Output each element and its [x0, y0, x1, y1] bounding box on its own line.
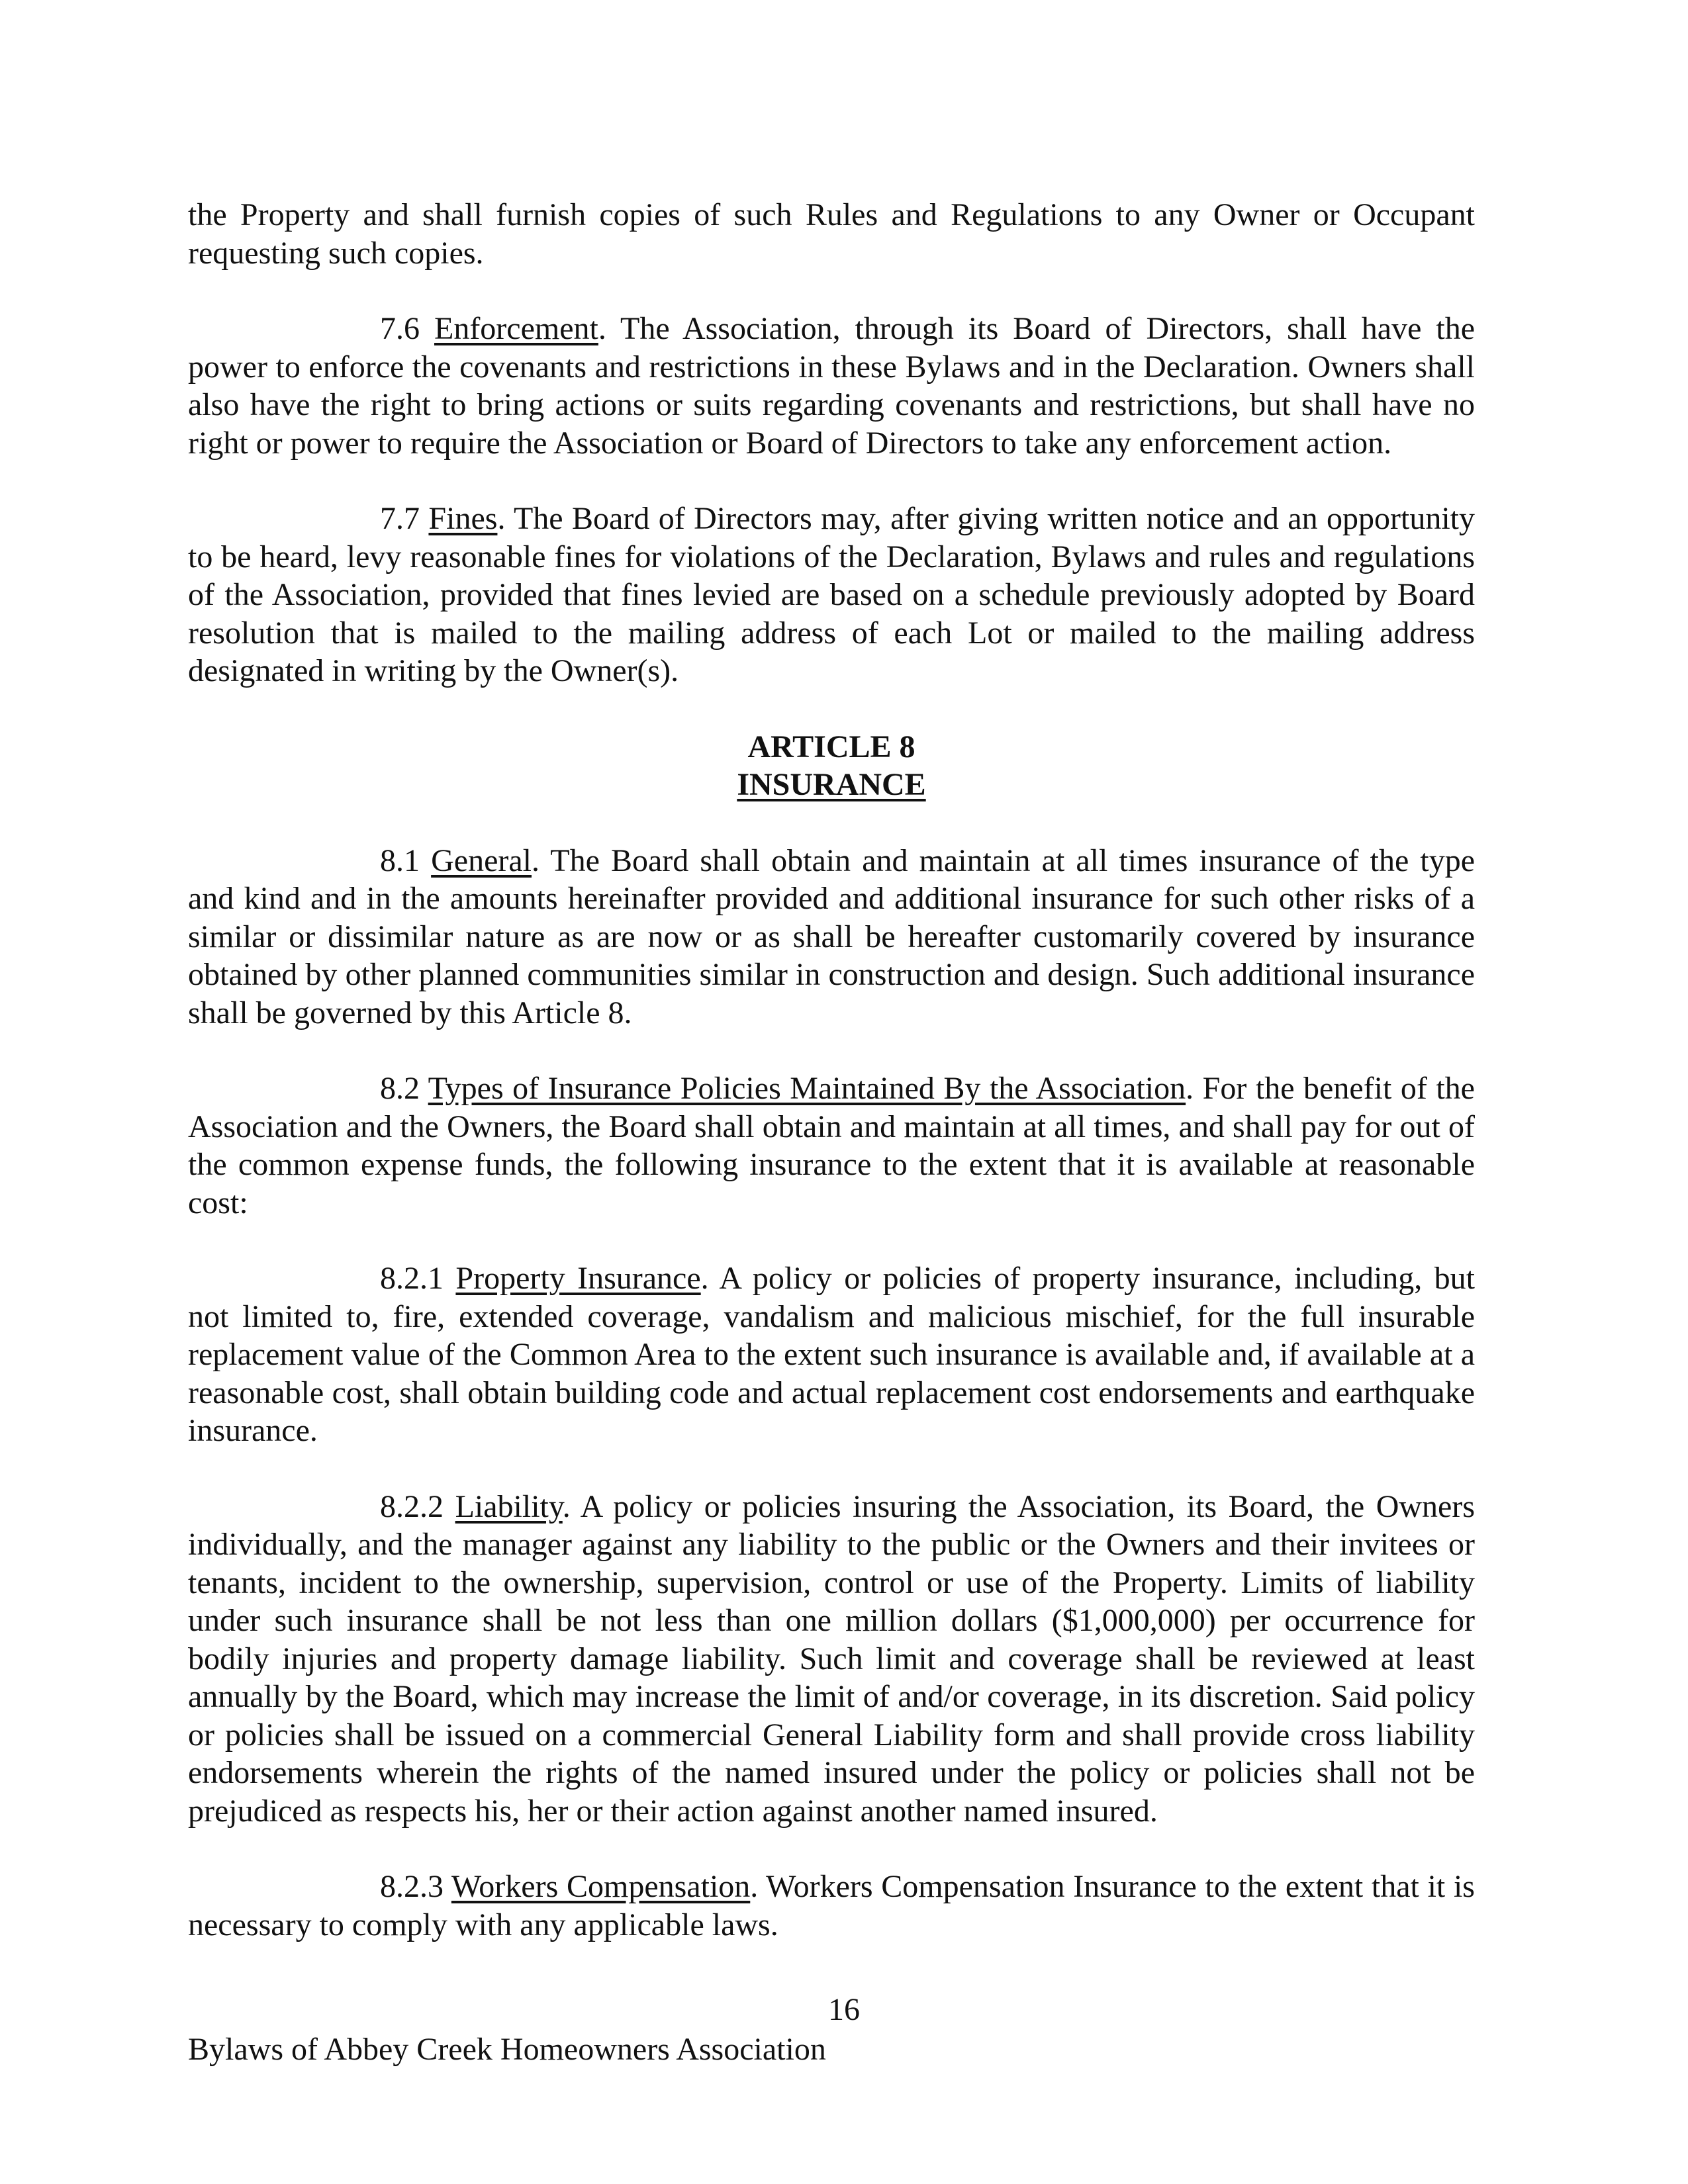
section-title: Liability — [455, 1488, 563, 1524]
section-body: . Workers Compensation Insurance to the extent that it is necessary to comply with any applicable laws. — [188, 1869, 1475, 1942]
section-number: 8.1 — [380, 842, 420, 878]
section-number: 8.2.1 — [380, 1261, 444, 1296]
section-7-7 — [188, 500, 1475, 690]
section-body: . The Association, through its Board of Directors, shall have the power to enforce the covenants and restrictions in these Bylaws and in the Declaration. Owners shall also have the right to bring actions or suits regarding covenants and restrictions, but shall have no right or power to require the Association or Board of Directors to take any enforcement action. — [188, 311, 1476, 461]
section-title: Workers Compensation — [451, 1869, 751, 1904]
article-title: INSURANCE — [737, 767, 926, 802]
section-body: . For the benefit of the Association and the Owners, the Board shall obtain and maintain at all times, and shall pay for out of the common expense funds, the following insurance to the extent that it is available at reasonable cost: — [188, 1071, 1475, 1220]
section-body: . A policy or policies insuring the Association, its Board, the Owners individually, and the manager against any liability to the public or the Owners and their invitees or tenants, incident to the ownership, supervision, control or use of the Property. Limits of liability under such insurance shall be not less than one million dollars ($1,000,000) per occurrence for bodily injuries and property damage liability. Such limit and coverage shall be reviewed at least annually by the Board, which may increase the limit of and/or coverage, in its discretion. Said policy or policies shall be issued on a commercial General Liability form and shall provide cross liability endorsements wherein the rights of the named insured under the policy or policies shall not be prejudiced as respects his, her or their action against another named insured. — [188, 1488, 1476, 1829]
section-7-6 — [188, 310, 1475, 462]
document-body — [188, 196, 1475, 1944]
section-title: Enforcement — [434, 311, 598, 346]
section-8-2-2 — [188, 1488, 1475, 1831]
section-8-2-3 — [188, 1868, 1475, 1944]
section-body: . The Board shall obtain and maintain at all times insurance of the type and kind and in the amounts hereinafter provided and additional insurance for such other risks of a similar or dissimilar nature as are now or as shall be hereafter customarily covered by insurance obtained by other planned communities similar in construction and design. Such additional insurance shall be governed by this Article 8. — [188, 842, 1476, 1030]
article-number: ARTICLE 8 — [747, 729, 915, 764]
section-number: 8.2.2 — [380, 1488, 444, 1524]
section-8-2-1 — [188, 1259, 1475, 1450]
page-number: 16 — [828, 1992, 860, 2027]
section-8-1 — [188, 842, 1475, 1032]
section-number: 7.7 — [380, 501, 420, 536]
section-number: 8.2 — [380, 1071, 420, 1106]
section-8-2 — [188, 1069, 1475, 1222]
section-number: 8.2.3 — [380, 1869, 444, 1904]
section-title: Property Insurance — [455, 1261, 701, 1296]
section-body: . The Board of Directors may, after giving written notice and an opportunity to be heard, levy reasonable fines for violations of the Declaration, Bylaws and rules and regulations of the Association, provided that fines levied are based on a schedule previously adopted by Board resolution that is mailed to the mailing address of each Lot or mailed to the mailing address designated in writing by the Owner(s). — [188, 501, 1476, 688]
footer-document-title: Bylaws of Abbey Creek Homeowners Association — [188, 2032, 826, 2067]
section-title: General — [431, 842, 532, 878]
section-body: . A policy or policies of property insurance, including, but not limited to, fire, extended coverage, vandalism and malicious mischief, for the full insurable replacement value of the Common Area to the extent such insurance is available and, if available at a reasonable cost, shall obtain building code and actual replacement cost endorsements and earthquake insurance. — [188, 1261, 1476, 1448]
section-number: 7.6 — [380, 311, 420, 346]
section-title: Types of Insurance Policies Maintained By the Association — [428, 1071, 1186, 1106]
section-title: Fines — [428, 501, 498, 536]
lead-paragraph: the Property and shall furnish copies of such Rules and Regulations to any Owner or Occupant requesting such copies. — [188, 197, 1475, 271]
